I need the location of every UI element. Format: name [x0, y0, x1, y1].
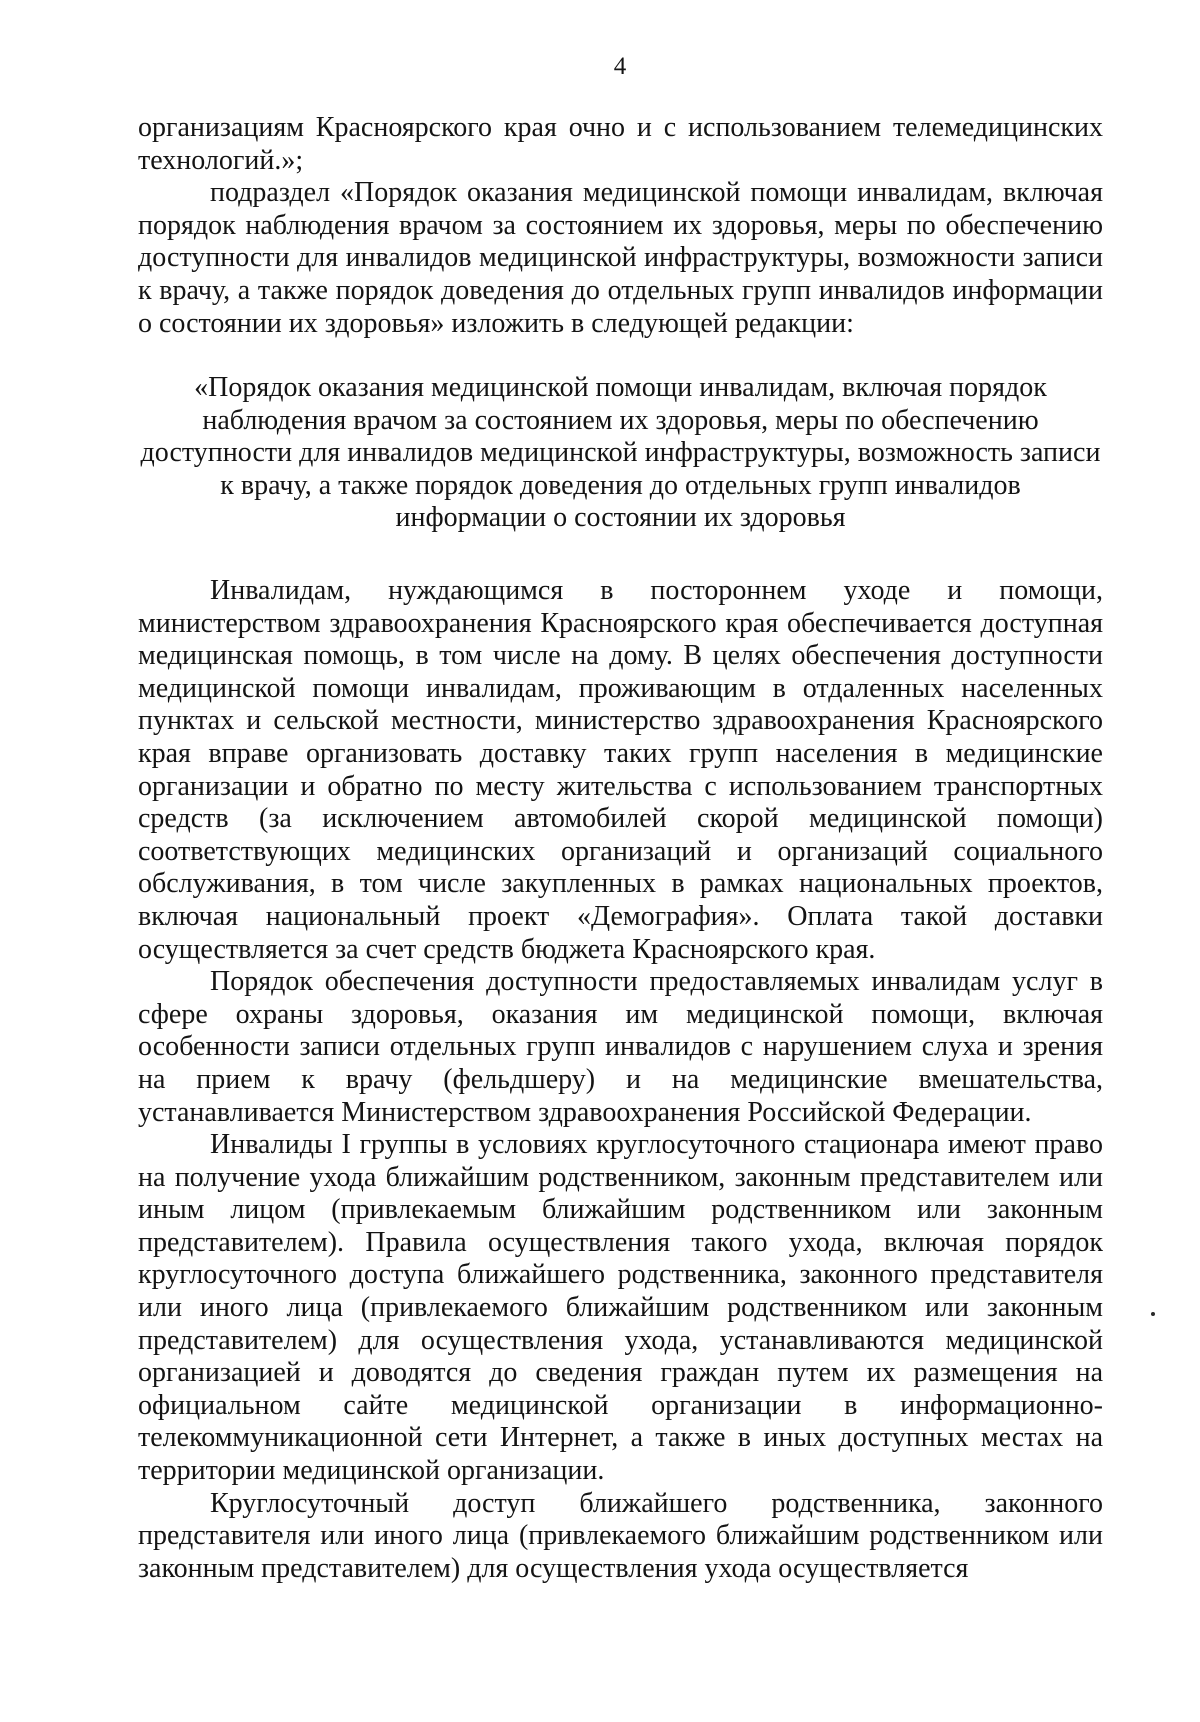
- body-paragraph: Порядок обеспечения доступности предоставляемых инвалидам услуг в сфере охраны здоровья, оказания им медицинской помощи, включая особенности записи отдельных групп инвалидов с нарушением слуха и зрения на прием к врачу (фельдшеру) и на медицинские вмешательства, устанавливается Министерством здравоохранения Российской Федерации.: [138, 966, 1103, 1128]
- body-paragraph: Инвалиды I группы в условиях круглосуточного стационара имеют право на получение ухода ближайшим родственником, законным представителем или иным лицом (привлекаемым ближайшим родственником или законным представителем). Правила осуществления такого ухода, включая порядок круглосуточного доступа ближайшего родственника, законного представителя или иного лица (привлекаемого ближайшим родственником или законным представителем) для осуществления ухода, устанавливаются медицинской организацией и доводятся до сведения граждан путем их размещения на официальном сайте медицинской организации в информационно-телекоммуникационной сети Интернет, а также в иных доступных местах на территории медицинской организации.: [138, 1129, 1103, 1487]
- continuation-paragraph: организациям Красноярского края очно и с использованием телемедицинских технологий.»;: [138, 112, 1103, 176]
- heading-line: к врачу, а также порядок доведения до отдельных групп инвалидов: [220, 469, 1021, 501]
- scan-speck: [1151, 1312, 1155, 1316]
- section-heading: [138, 372, 1103, 535]
- heading-line: доступности для инвалидов медицинской инфраструктуры, возможность записи: [140, 437, 1101, 469]
- body-paragraph: Инвалидам, нуждающимся в постороннем уходе и помощи, министерством здравоохранения Красноярского края обеспечивается доступная медицинская помощь, в том числе на дому. В целях обеспечения доступности медицинской помощи инвалидам, проживающим в отдаленных населенных пунктах и сельской местности, министерство здравоохранения Красноярского края вправе организовать доставку таких групп населения в медицинские организации и обратно по месту жительства с использованием транспортных средств (за исключением автомобилей скорой медицинской помощи) соответствующих медицинских организаций и организаций социального обслуживания, в том числе закупленных в рамках национальных проектов, включая национальный проект «Демография». Оплата такой доставки осуществляется за счет средств бюджета Красноярского края.: [138, 575, 1103, 965]
- heading-line: информации о состоянии их здоровья: [395, 502, 846, 534]
- body-paragraph: Круглосуточный доступ ближайшего родственника, законного представителя или иного лица (привлекаемого ближайшим родственником или законным представителем) для осуществления ухода осуществляется: [138, 1487, 1103, 1584]
- heading-line: наблюдения врачом за состоянием их здоровья, меры по обеспечению: [202, 404, 1039, 436]
- body-block: [138, 575, 1103, 1585]
- page-number: 4: [613, 53, 627, 80]
- instruction-paragraph: подраздел «Порядок оказания медицинской помощи инвалидам, включая порядок наблюдения врачом за состоянием их здоровья, меры по обеспечению доступности для инвалидов медицинской инфраструктуры, возможности записи к врачу, а также порядок доведения до отдельных групп инвалидов информации о состоянии их здоровья» изложить в следующей редакции:: [138, 177, 1103, 339]
- heading-line: «Порядок оказания медицинской помощи инвалидам, включая порядок: [194, 372, 1047, 403]
- intro-block: [138, 112, 1103, 340]
